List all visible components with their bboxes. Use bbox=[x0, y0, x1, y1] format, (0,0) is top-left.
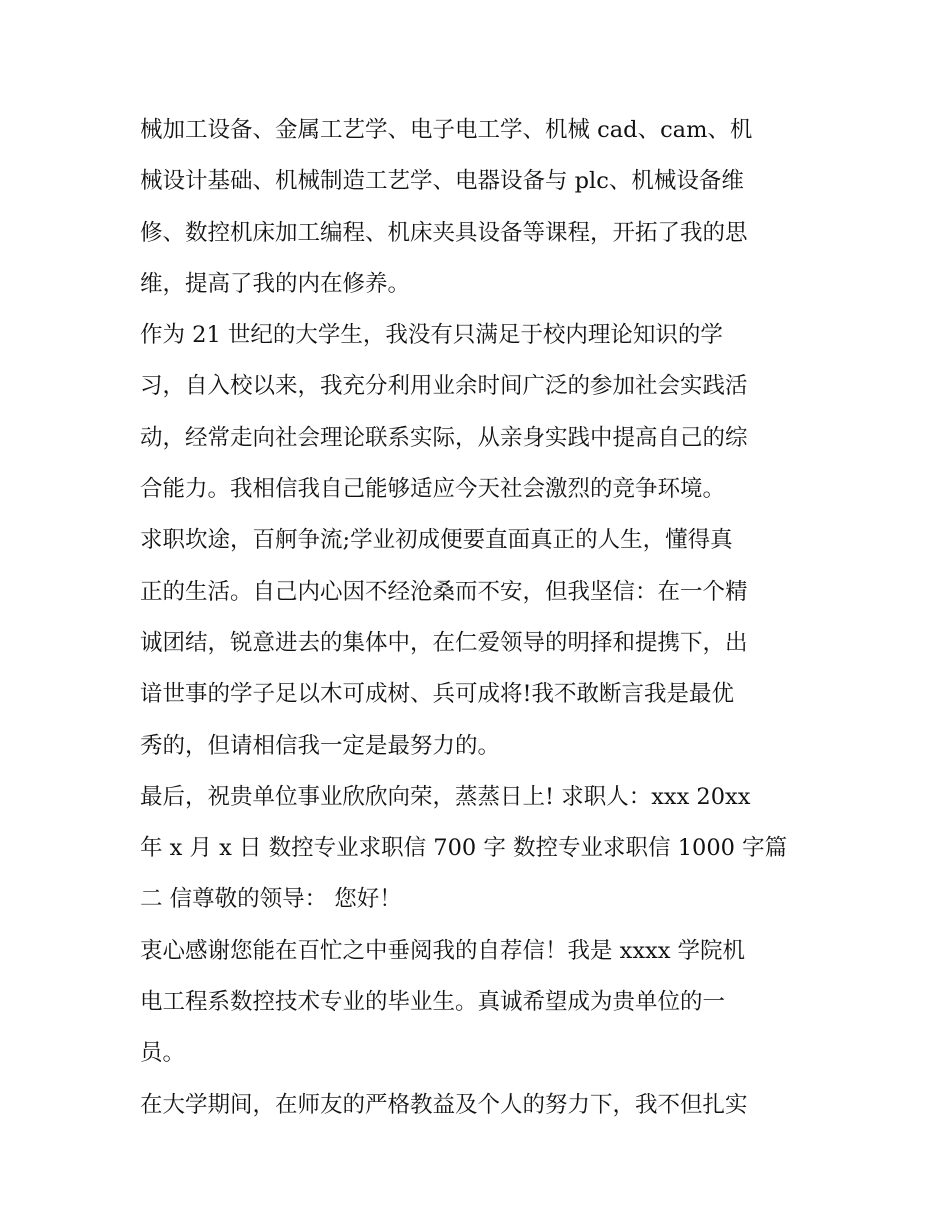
text-line: 求职坎途，百舸争流;学业初成便要直面真正的人生，懂得真 bbox=[140, 527, 733, 554]
text-line: 习，自入校以来，我充分利用业余时间广泛的参加社会实践活 bbox=[140, 373, 748, 400]
text-line: 衷心感谢您能在百忙之中垂阅我的自荐信！我是 xxxx 学院机 bbox=[140, 937, 746, 964]
text-line: 员。 bbox=[140, 1040, 186, 1067]
text-line: 最后，祝贵单位事业欣欣向荣，蒸蒸日上! 求职人：xxx 20xx bbox=[140, 783, 751, 810]
text-line: 合能力。我相信我自己能够适应今天社会激烈的竞争环境。 bbox=[140, 476, 726, 503]
text-line: 诚团结，锐意进去的集体中，在仁爱领导的明择和提携下，出 bbox=[140, 629, 748, 656]
text-line: 修、数控机床加工编程、机床夹具设备等课程，开拓了我的思 bbox=[140, 219, 748, 246]
text-line: 秀的，但请相信我一定是最努力的。 bbox=[140, 732, 501, 759]
text-line: 在大学期间，在师友的严格教益及个人的努力下，我不但扎实 bbox=[140, 1091, 748, 1118]
text-line: 谙世事的学子足以木可成树、兵可成将!我不敢断言我是最优 bbox=[140, 681, 735, 708]
text-line: 年 x 月 x 日 数控专业求职信 700 字 数控专业求职信 1000 字篇 bbox=[140, 835, 788, 862]
letter-body bbox=[140, 105, 820, 1131]
text-line: 械设计基础、机械制造工艺学、电器设备与 plc、机械设备维 bbox=[140, 168, 744, 195]
text-line: 械加工设备、金属工艺学、电子电工学、机械 cad、cam、机 bbox=[140, 117, 753, 143]
text-line: 二 信尊敬的领导： 您好！ bbox=[140, 886, 402, 913]
text-line: 维，提高了我的内在修养。 bbox=[140, 270, 411, 297]
text-line: 电工程系数控技术专业的毕业生。真诚希望成为贵单位的一 bbox=[140, 989, 726, 1016]
text-line: 作为 21 世纪的大学生，我没有只满足于校内理论知识的学 bbox=[140, 322, 723, 349]
text-line: 正的生活。自己内心因不经沧桑而不安，但我坚信：在一个精 bbox=[140, 578, 748, 605]
text-line: 动，经常走向社会理论联系实际，从亲身实践中提高自己的综 bbox=[140, 424, 748, 451]
